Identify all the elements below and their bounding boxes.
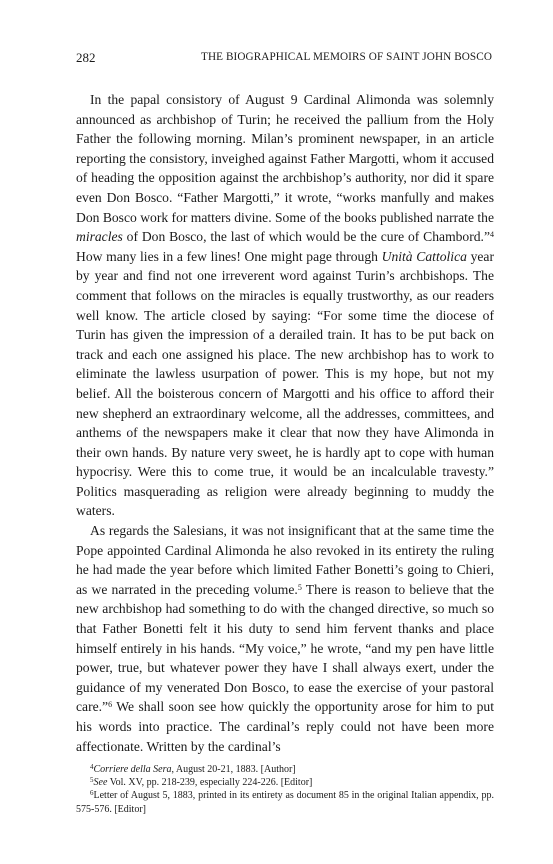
- text-run: year by year and find not one irreverent word against Turin’s archbishops. The comment that follows on the miracles is equally trustworthy, as our readers well know. The article closed by saying: “For some time the diocese of Turin has given the impression of a derailed train. It has to be put back on track and each one assigned his place. The new archbishop has to work to eliminate the lawless usurpation of power. This is my hope, but not my belief. All the boisterous concern of Margotti and his office to afford their new shepherd an extraordinary welcome, all the addresses, committees, and anthems of the newspapers make it clear that now they have Alimonda in their own hands. By nature very sweet, he is hardly apt to cope with human hypocrisy. Were this to come true, it would be an incalculable travesty.” Politics masquerading as religion were already beginning to muddy the waters.: [76, 248, 494, 519]
- footnote-mark: 6: [90, 789, 94, 798]
- text-run: In the papal consistory of August 9 Cardinal Alimonda was solemnly announced as archbishop of Turin; he received the pallium from the Holy Father the following morning. Milan’s prominent newspaper, in an article reporting the consistory, inveighed against Father Margotti, whom it accused of heading the opposition against the archbishop’s authority, nor did it spare even Don Bosco. “Father Margotti,” it wrote, “works manfully and makes Don Bosco work for matters divine. Some of the books published narrate the: [76, 92, 494, 225]
- footnote-text: Letter of August 5, 1883, printed in its entirety as document 85 in the original Italian appendix, pp. 575-576. [Editor]: [76, 790, 494, 815]
- running-title: THE BIOGRAPHICAL MEMOIRS OF SAINT JOHN BOSCO: [201, 51, 492, 63]
- page-number: 282: [76, 50, 96, 65]
- footnote-5: [76, 776, 494, 789]
- footnote-mark: 4: [90, 763, 94, 771]
- italic-run: See: [93, 777, 108, 789]
- text-run: How many lies in a few lines! One might page through: [76, 248, 382, 264]
- footnote-text: , August 20-21, 1883. [Author]: [171, 764, 296, 775]
- paragraph-1: [76, 90, 494, 521]
- page-header: [76, 50, 492, 70]
- italic-run: miracles: [76, 229, 123, 245]
- footnote-ref: 4: [490, 230, 494, 240]
- footnote-mark: 5: [90, 776, 94, 785]
- footnote-ref: 6: [108, 700, 113, 710]
- footnote-ref: 5: [297, 582, 302, 592]
- text-run: As regards the Salesians, it was not insignificant that at the same time the Pope appointed Cardinal Alimonda he also revoked in its entirety the ruling he had made the year before which limited Father Bonetti’s going to Chieri, as we narrated in the preceding volume.: [76, 523, 494, 597]
- text-run: of Don Bosco, the last of which would be the cure of Chambord.”: [122, 229, 490, 245]
- main-text: [76, 90, 494, 756]
- italic-run: Unità Cattolica: [381, 248, 467, 264]
- footnote-text: Vol. XV, pp. 218-239, especially 224-226. [Editor]: [107, 777, 313, 789]
- paragraph-2: [76, 521, 494, 756]
- text-run: We shall soon see how quickly the opportunity arose for him to put his words into practice. The cardinal’s reply could not have been more affectionate. Written by the cardinal’s: [76, 699, 494, 754]
- footnote-4: [76, 763, 494, 776]
- text-run: There is reason to believe that the new archbishop had something to do with the changed directive, so much so that Father Bonetti felt it his duty to send him fervent thanks and place himself entirely in his hands. “My voice,” he wrote, “and my pen have little power, true, but whatever power they have I shall always exert, under the guidance of my venerated Don Bosco, to ease the exercise of your pastoral care.”: [76, 581, 494, 715]
- footnote-6: [76, 789, 494, 815]
- footnotes: [76, 763, 494, 816]
- italic-run: Corriere della Sera: [93, 764, 172, 775]
